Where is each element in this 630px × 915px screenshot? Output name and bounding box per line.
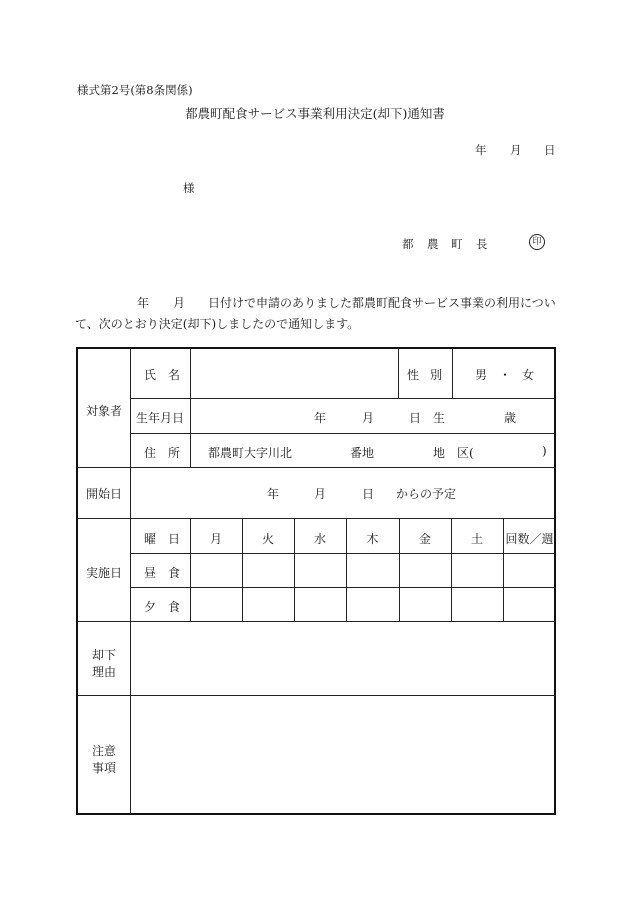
- birth-year-unit: 年: [314, 411, 327, 425]
- row-line: [78, 695, 556, 696]
- name-label-char-2: 名: [168, 368, 181, 382]
- birth-day-unit: 日: [409, 411, 422, 425]
- reject-reason-header-line-1: 却下: [91, 648, 116, 662]
- day-header-wed: 水: [313, 532, 326, 546]
- sex-option-female: 女: [522, 368, 535, 382]
- date-month-label: 月: [510, 143, 522, 157]
- sex-label-char-2: 別: [430, 368, 443, 382]
- column-line: [130, 349, 131, 813]
- row-line: [130, 587, 556, 588]
- schedule-header: 実施日: [85, 566, 122, 580]
- form-number: 様式第2号(第8条関係): [77, 83, 193, 97]
- mayor-char-1: 都: [402, 237, 414, 251]
- date-year-label: 年: [475, 143, 487, 157]
- birth-month-unit: 月: [362, 411, 375, 425]
- day-header-sat: 土: [470, 532, 483, 546]
- times-per-week-header: 回数／週: [505, 532, 554, 546]
- document-title: 都農町配食サービス事業利用決定(却下)通知書: [185, 106, 445, 121]
- seal-mark: 印: [529, 234, 545, 250]
- row-line: [78, 621, 556, 622]
- body-line-2: て、次のとおり決定(却下)しましたので通知します。: [75, 317, 360, 331]
- reject-reason-header-line-2: 理由: [91, 665, 116, 679]
- address-prefix: 都農町大字川北: [208, 446, 293, 460]
- dinner-label-char-1: 夕: [144, 600, 157, 614]
- row-line: [130, 433, 556, 434]
- day-header-mon: 月: [209, 532, 222, 546]
- form-table: [76, 347, 556, 815]
- address-label-char-1: 住: [144, 446, 157, 460]
- body-year-label: 年: [137, 296, 150, 310]
- sex-option-separator: ・: [499, 368, 512, 382]
- mayor-char-4: 長: [476, 237, 488, 251]
- age-unit: 歳: [504, 411, 517, 425]
- row-line: [130, 553, 556, 554]
- address-banchi: 番地: [350, 446, 375, 460]
- column-line: [452, 349, 453, 398]
- weekday-label-char-1: 曜: [144, 532, 157, 546]
- birth-suffix: 生: [433, 411, 446, 425]
- sex-option-male: 男: [475, 368, 488, 382]
- start-month-unit: 月: [314, 487, 327, 501]
- target-person-header: 対象者: [85, 404, 122, 418]
- addressee-honorific: 様: [183, 181, 195, 195]
- row-line: [78, 518, 556, 519]
- row-line: [78, 467, 556, 468]
- district-close-paren: ): [542, 444, 547, 458]
- mayor-char-3: 町: [451, 237, 463, 251]
- body-line-1: 日付けで申請のありました都農町配食サービス事業の利用につい: [208, 296, 556, 310]
- name-label-char-1: 氏: [144, 368, 157, 382]
- start-date-header: 開始日: [85, 487, 122, 501]
- district-char-2: 区(: [457, 446, 474, 460]
- notes-header-line-2: 事項: [91, 761, 116, 775]
- district-char-1: 地: [433, 446, 446, 460]
- weekday-label-char-2: 日: [168, 532, 181, 546]
- body-month-label: 月: [173, 296, 186, 310]
- start-suffix: からの予定: [396, 487, 457, 501]
- column-line: [190, 349, 191, 467]
- day-header-thu: 木: [366, 532, 379, 546]
- day-header-fri: 金: [418, 532, 431, 546]
- day-header-tue: 火: [261, 532, 274, 546]
- mayor-char-2: 農: [427, 237, 439, 251]
- start-year-unit: 年: [267, 487, 280, 501]
- row-line: [130, 398, 556, 399]
- start-day-unit: 日: [362, 487, 375, 501]
- address-label-char-2: 所: [168, 446, 181, 460]
- column-line: [398, 349, 399, 398]
- notes-header-line-1: 注意: [91, 744, 116, 758]
- lunch-label-char-2: 食: [168, 566, 181, 580]
- birthdate-label: 生年月日: [136, 411, 185, 425]
- sex-label-char-1: 性: [407, 368, 420, 382]
- lunch-label-char-1: 昼: [144, 566, 157, 580]
- date-day-label: 日: [544, 143, 556, 157]
- dinner-label-char-2: 食: [168, 600, 181, 614]
